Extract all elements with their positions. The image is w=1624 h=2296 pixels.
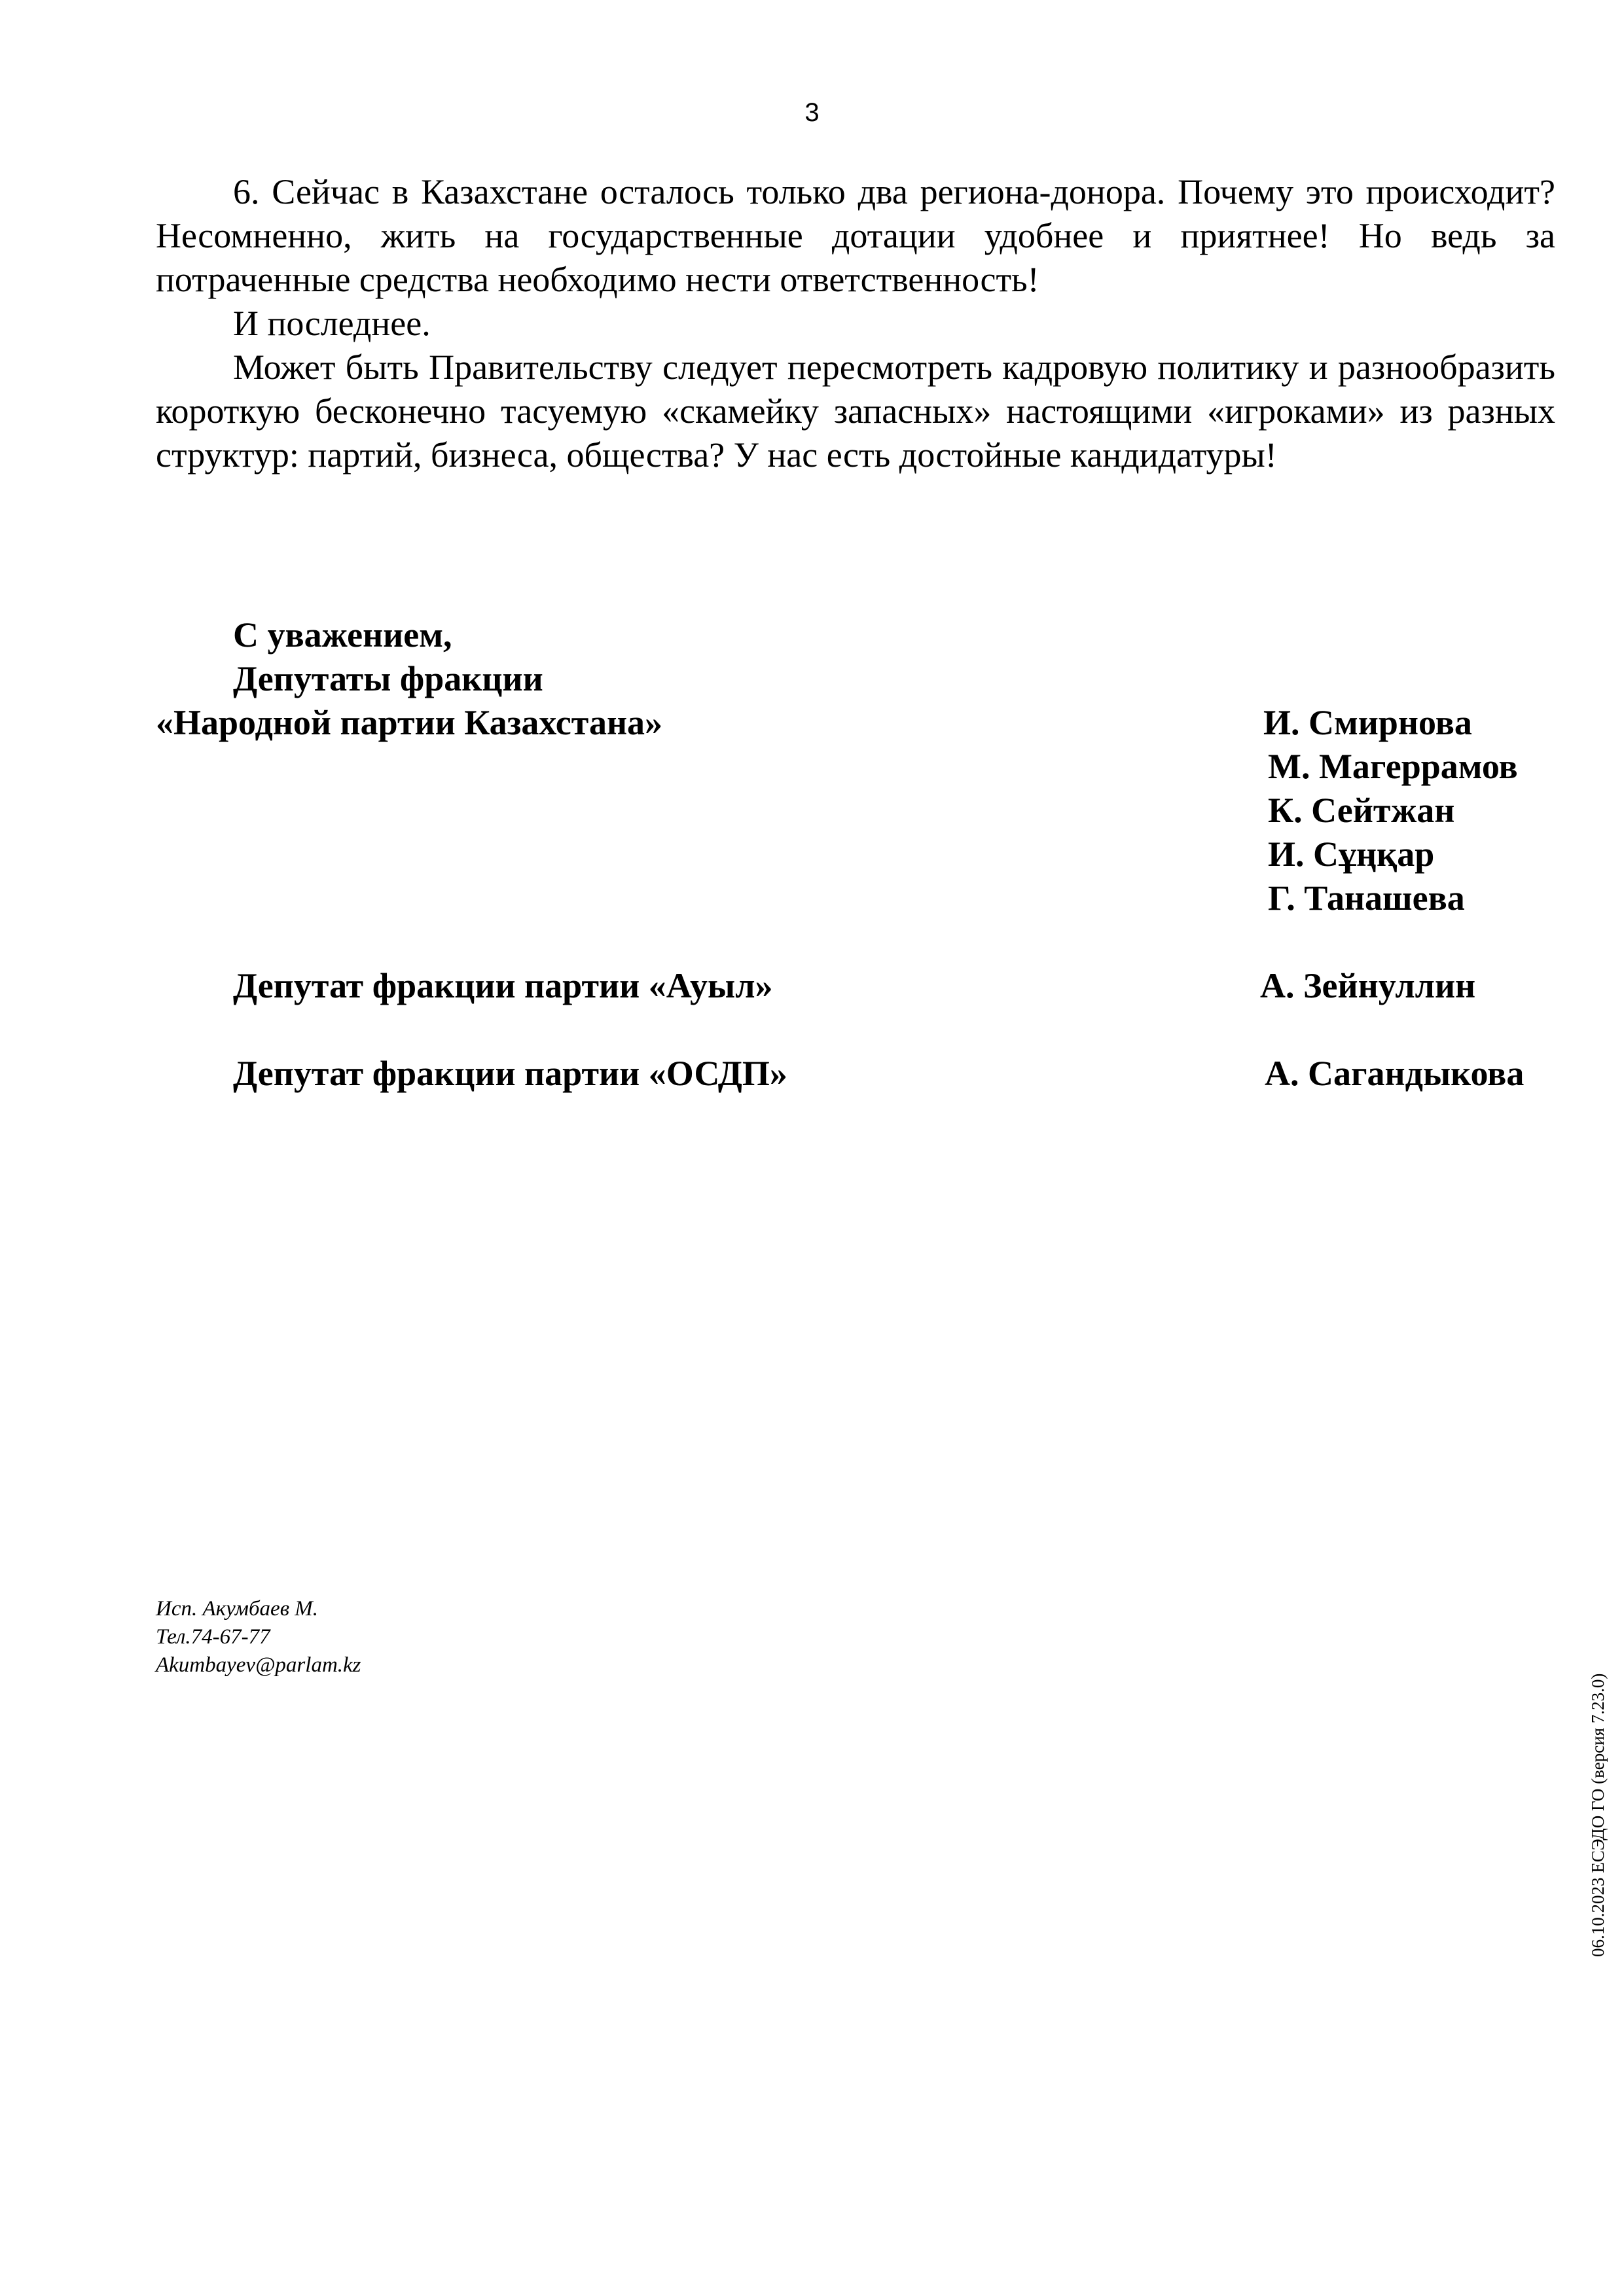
regards-line: С уважением, bbox=[233, 615, 452, 655]
executor-phone: Тел.74-67-77 bbox=[156, 1625, 270, 1649]
page-number: 3 bbox=[804, 98, 820, 127]
executor-block bbox=[156, 1595, 361, 1679]
letter-body bbox=[156, 170, 1555, 477]
osdp-deputy-name: А. Сагандыкова bbox=[1265, 1054, 1525, 1093]
executor-email: Akumbayev@parlam.kz bbox=[156, 1653, 361, 1677]
registration-stamp: 06.10.2023 ЕСЭДО ГО (версия 7.23.0) bbox=[1588, 1673, 1608, 1957]
paragraph-last: И последнее. bbox=[233, 304, 431, 343]
signatory-name: И. Сұңқар bbox=[1268, 834, 1435, 874]
signatory-name: М. Магеррамов bbox=[1268, 747, 1518, 786]
faction-line-1: Депутаты фракции bbox=[233, 659, 543, 698]
signatory-name: И. Смирнова bbox=[1263, 703, 1472, 742]
auyl-deputy-name: А. Зейнуллин bbox=[1260, 966, 1476, 1005]
signatory-name: Г. Танашева bbox=[1268, 878, 1465, 918]
faction-line-2: «Народной партии Казахстана» bbox=[156, 703, 663, 742]
executor-name: Исп. Акумбаев М. bbox=[156, 1597, 319, 1621]
paragraph-donor-regions: 6. Сейчас в Казахстане осталось только два региона-донора. Почему это происходит? Несомненно, жить на государственные дотации удобнее и приятнее! Но ведь за потраченные средства необходимо нести ответственность! bbox=[156, 172, 1555, 299]
signatory-name: К. Сейтжан bbox=[1268, 791, 1455, 830]
paragraph-personnel-policy: Может быть Правительству следует пересмотреть кадровую политику и разнообразить короткую бесконечно тасуемую «скамейку запасных» настоящими «игроками» из разных структур: партий, бизнеса, общества? У нас есть достойные кандидатуры! bbox=[156, 348, 1555, 475]
auyl-deputy-label: Депутат фракции партии «Ауыл» bbox=[233, 966, 773, 1005]
osdp-deputy-label: Депутат фракции партии «ОСДП» bbox=[233, 1054, 787, 1093]
